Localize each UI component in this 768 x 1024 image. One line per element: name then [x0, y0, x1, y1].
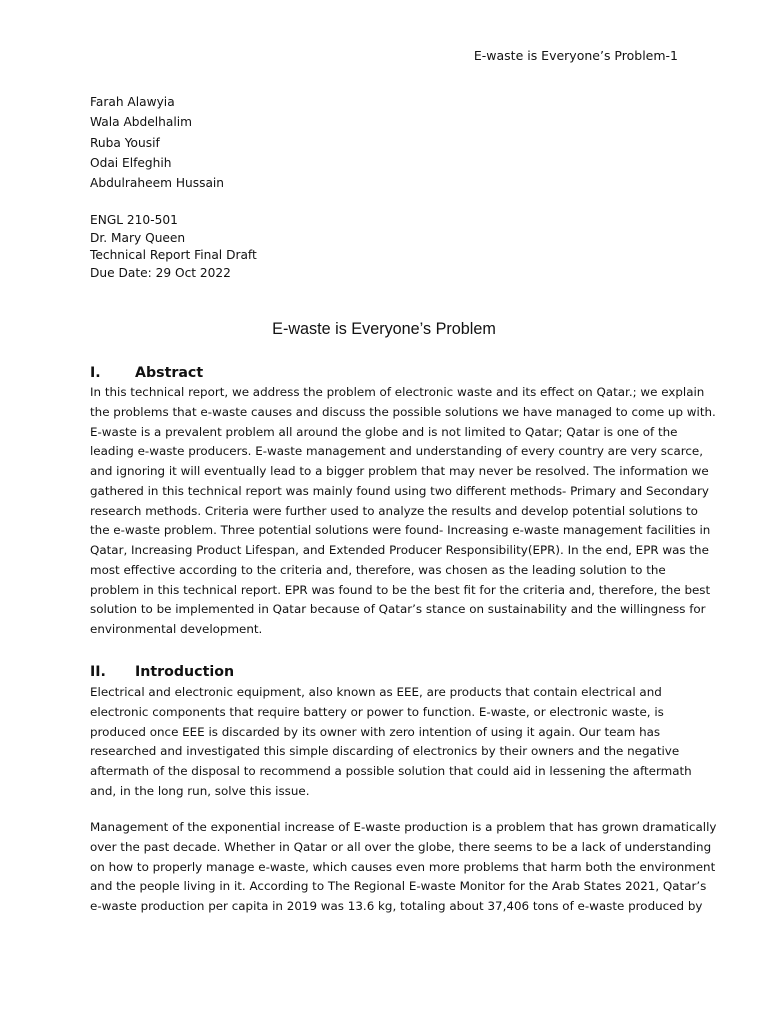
assignment-name: Technical Report Final Draft: [90, 248, 257, 263]
course-code: ENGL 210-501: [90, 213, 178, 227]
text-line: the problems that e-waste causes and discuss the possible solutions we have managed to come up with.: [90, 404, 716, 419]
document-title: E-waste is Everyone’s Problem: [272, 320, 496, 338]
introduction-paragraph-2: [90, 818, 717, 917]
text-line: over the past decade. Whether in Qatar or all over the globe, there seems to be a lack of understanding: [90, 839, 712, 854]
author-list: [90, 92, 224, 193]
text-line: electronic components that require battery or power to function. E-waste, or electronic waste, is: [90, 704, 664, 719]
section-heading-text: Introduction: [135, 664, 235, 680]
text-line: most effective according to the criteria and, therefore, was chosen as the leading solution to the: [90, 562, 666, 577]
text-line: Management of the exponential increase of E-waste production is a problem that has grown dramatically: [90, 820, 717, 834]
author-name: Farah Alawyia: [90, 95, 175, 109]
text-line: Qatar, Increasing Product Lifespan, and Extended Producer Responsibility(EPR). In the end, EPR was the: [90, 543, 709, 557]
text-line: on how to properly manage e-waste, which causes even more problems that harm both the environment: [90, 859, 716, 874]
text-line: aftermath of the disposal to recommend a possible solution that could aid in lessening the aftermath: [90, 764, 692, 778]
text-line: leading e-waste producers. E-waste management and understanding of every country are very scarce,: [90, 444, 703, 459]
introduction-paragraph-1: [90, 683, 690, 802]
section-heading-introduction: [90, 662, 234, 682]
section-numeral: II.: [90, 664, 106, 680]
text-line: the e-waste problem. Three potential solutions were found- Increasing e-waste management facilities in: [90, 523, 711, 538]
section-numeral: I.: [90, 365, 101, 381]
text-line: E-waste is a prevalent problem all around the globe and is not limited to Qatar; Qatar is one of the: [90, 424, 678, 439]
text-line: solution to be implemented in Qatar because of Qatar’s stance on sustainability and the willingness for: [90, 602, 706, 617]
abstract-paragraph: [90, 383, 716, 640]
text-line: researched and investigated this simple discarding of electronics by their owners and the negative: [90, 744, 680, 759]
text-line: e-waste production per capita in 2019 was 13.6 kg, totaling about 37,406 tons of e-waste produced by: [90, 899, 703, 913]
author-name: Odai Elfeghih: [90, 155, 172, 170]
text-line: problem in this technical report. EPR was found to be the best fit for the criteria and, therefore, the best: [90, 582, 711, 597]
text-line: and ignoring it will eventually lead to a bigger problem that may never be resolved. The information we: [90, 464, 709, 478]
instructor-name: Dr. Mary Queen: [90, 230, 186, 245]
text-line: gathered in this technical report was mainly found using two different methods- Primary and Secondary: [90, 483, 709, 498]
text-line: and the people living in it. According to The Regional E-waste Monitor for the Arab States 2021, Qatar’s: [90, 879, 707, 894]
text-line: Electrical and electronic equipment, also known as EEE, are products that contain electrical and: [90, 685, 662, 699]
author-name: Ruba Yousif: [90, 135, 160, 150]
text-line: research methods. Criteria were further used to analyze the results and develop potential solutions to: [90, 503, 698, 518]
author-name: Wala Abdelhalim: [90, 115, 192, 130]
section-heading-text: Abstract: [135, 365, 204, 381]
section-heading-abstract: [90, 363, 203, 383]
text-line: and, in the long run, solve this issue.: [90, 783, 310, 798]
author-name: Abdulraheem Hussain: [90, 176, 225, 191]
running-header: E-waste is Everyone’s Problem-1: [473, 48, 678, 63]
text-line: produced once EEE is discarded by its owner with zero intention of using it again. Our team has: [90, 724, 661, 739]
text-line: In this technical report, we address the problem of electronic waste and its effect on Qatar.; we explain: [90, 385, 705, 399]
course-info: [90, 212, 257, 282]
due-date: Due Date: 29 Oct 2022: [90, 265, 231, 280]
text-line: environmental development.: [90, 622, 263, 636]
